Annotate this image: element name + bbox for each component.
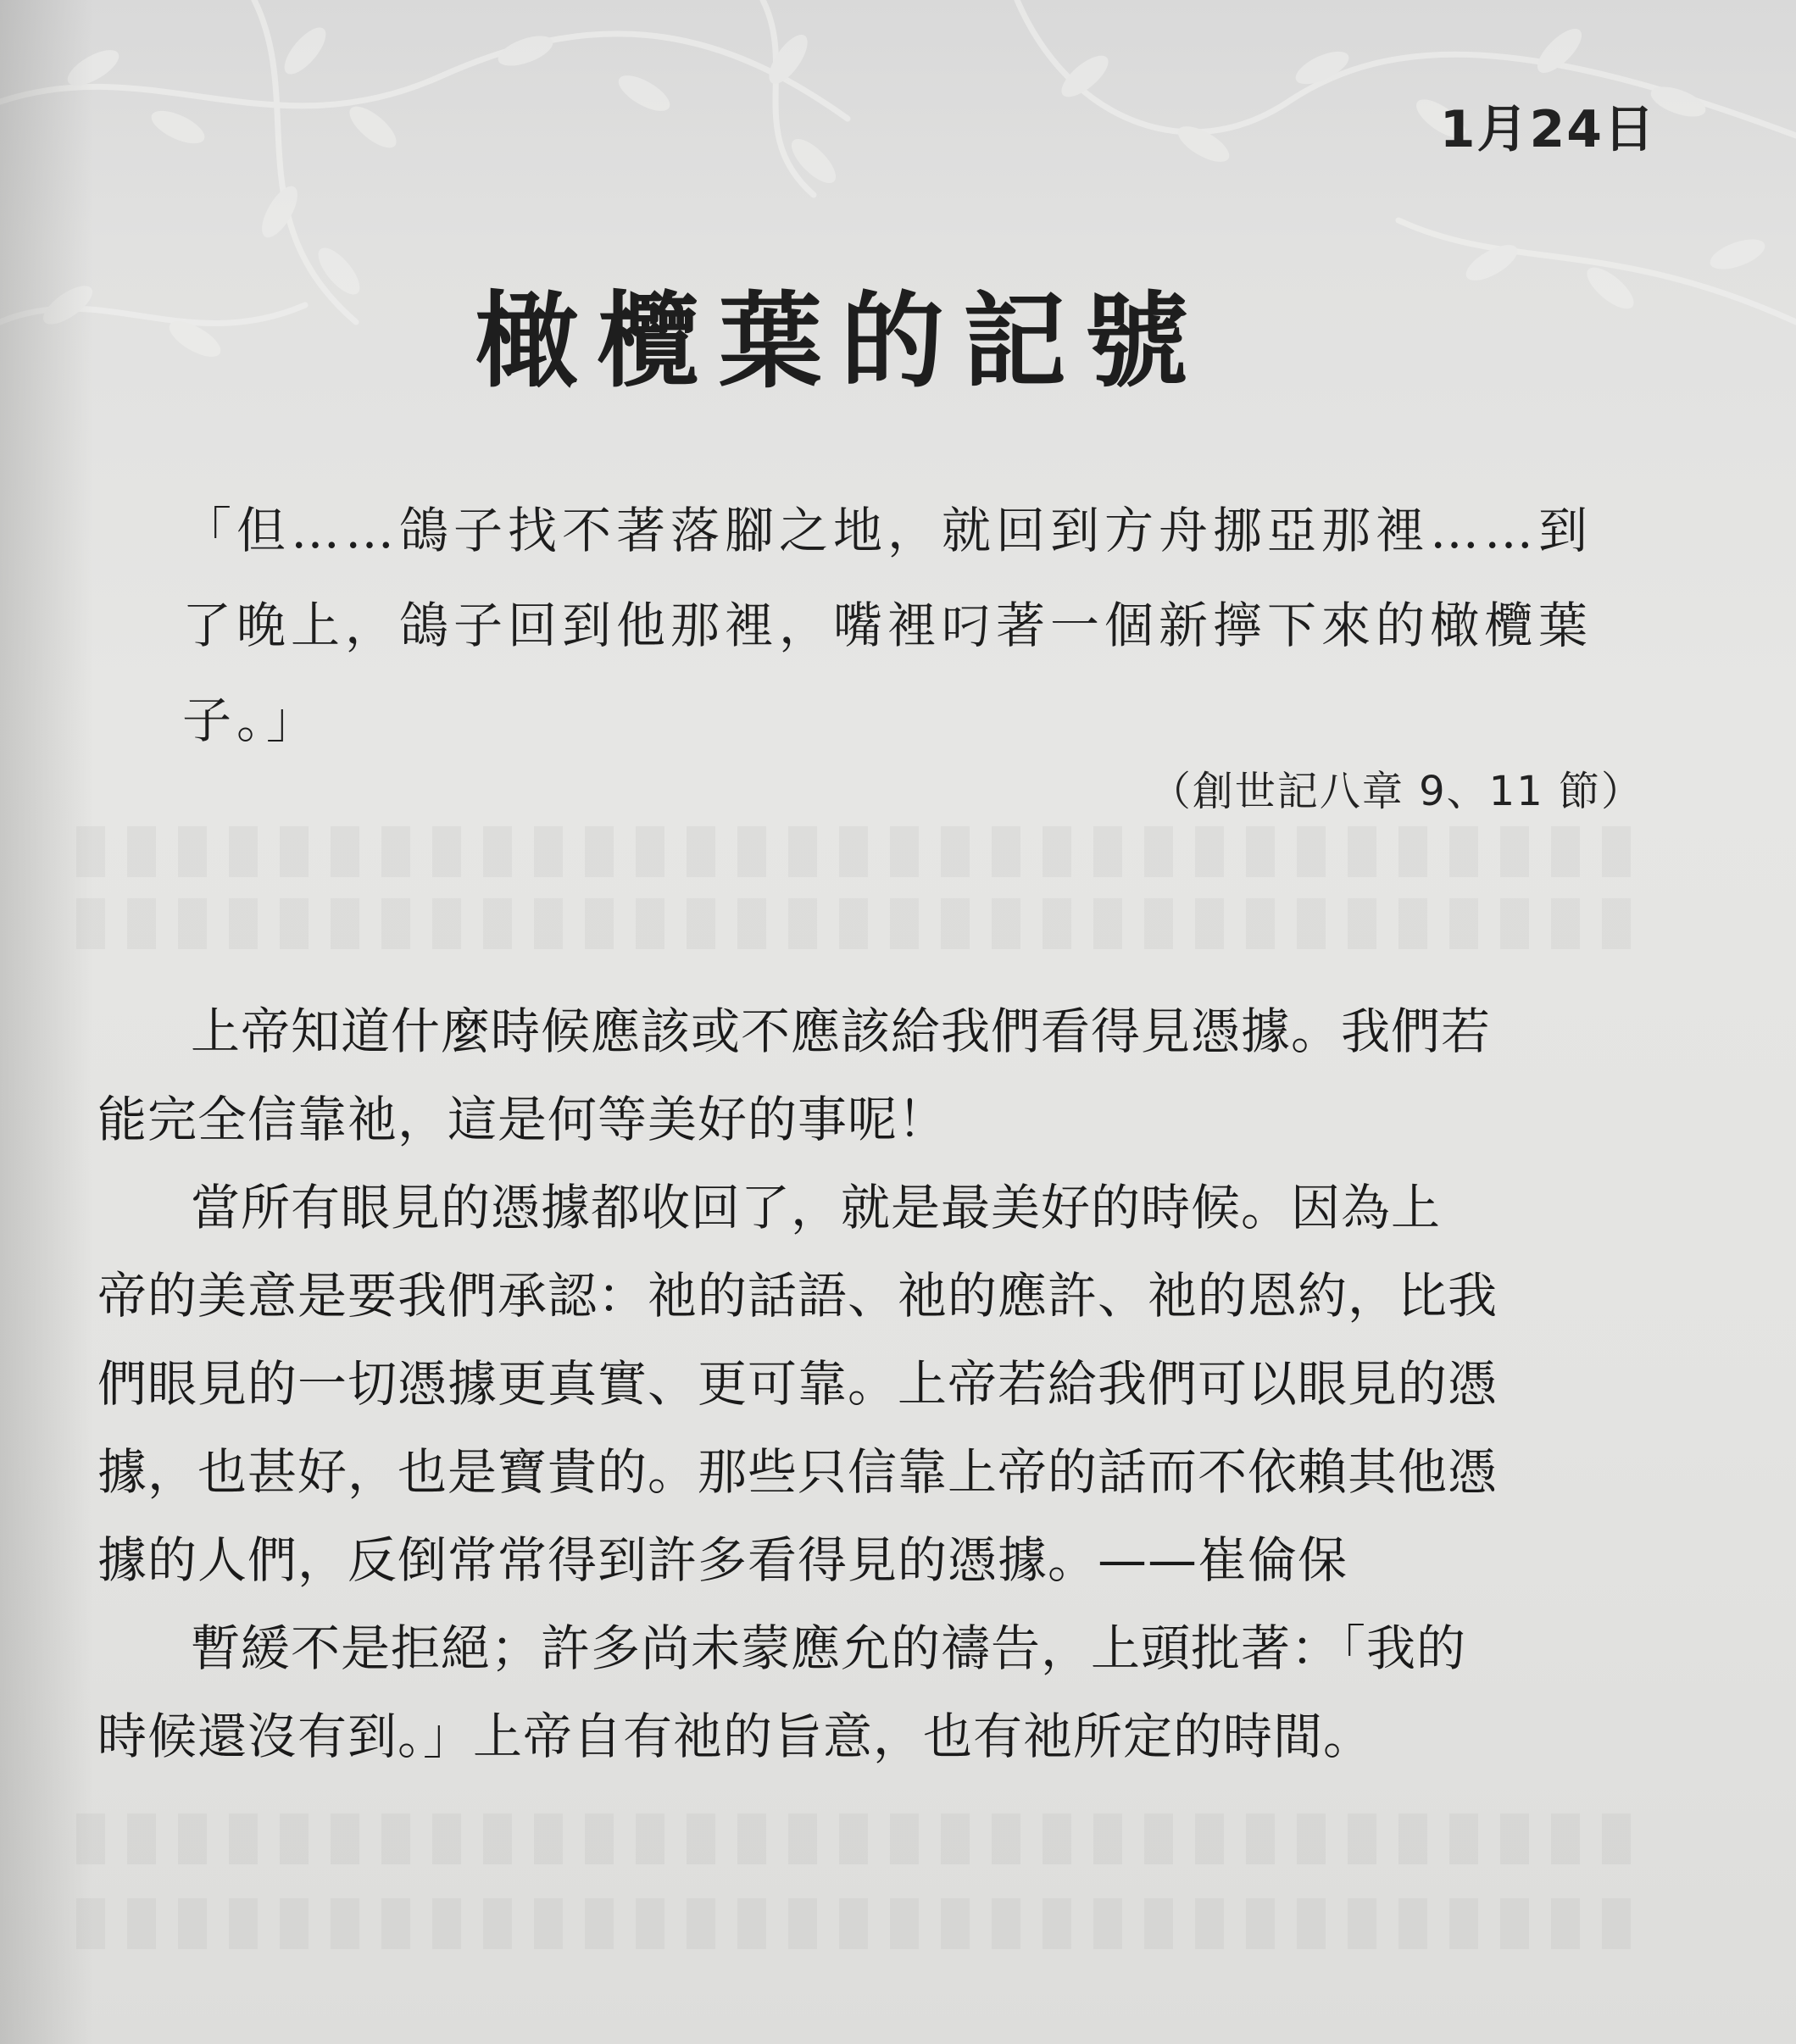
scripture-line: 了晚上，鴿子回到他那裡，嘴裡叼著一個新擰下來的橄欖葉 xyxy=(182,597,1593,654)
show-through-text xyxy=(76,898,1644,949)
page-title: 橄欖葉的記號 xyxy=(475,281,1207,402)
show-through-text xyxy=(76,1898,1644,1949)
scripture-quote xyxy=(182,483,1640,768)
paragraph-line: 據，也甚好，也是寶貴的。那些只信靠上帝的話而不依賴其他憑 xyxy=(97,1443,1499,1501)
paragraph-line: 時候還沒有到。」上帝自有祂的旨意，也有祂所定的時間。 xyxy=(97,1708,1374,1765)
paragraph-line: 帝的美意是要我們承認：祂的話語、祂的應許、祂的恩約，比我 xyxy=(97,1267,1499,1325)
paragraph-line: 暫緩不是拒絕；許多尚未蒙應允的禱告，上頭批著：「我的 xyxy=(191,1619,1467,1677)
paragraph-line: 們眼見的一切憑據更真實、更可靠。上帝若給我們可以眼見的憑 xyxy=(97,1355,1499,1413)
devotional-body xyxy=(97,987,1640,1780)
scripture-reference: （創世記八章 9、11 節） xyxy=(1149,768,1643,815)
page-spine-shadow xyxy=(0,0,93,2044)
scripture-line: 子。」 xyxy=(182,692,321,749)
paragraph-line: 能完全信靠祂，這是何等美好的事呢！ xyxy=(97,1091,948,1148)
paragraph-line: 當所有眼見的憑據都收回了，就是最美好的時候。因為上 xyxy=(191,1179,1442,1236)
show-through-text xyxy=(76,1813,1644,1864)
entry-date: 1月24日 xyxy=(1439,100,1656,159)
paragraph-line: 據的人們，反倒常常得到許多看得見的憑據。——崔倫保 xyxy=(97,1531,1348,1589)
paragraph-line: 上帝知道什麼時候應該或不應該給我們看得見憑據。我們若 xyxy=(191,1003,1492,1060)
show-through-text xyxy=(76,826,1644,877)
scripture-line: 「但……鴿子找不著落腳之地，就回到方舟挪亞那裡……到 xyxy=(182,502,1593,559)
